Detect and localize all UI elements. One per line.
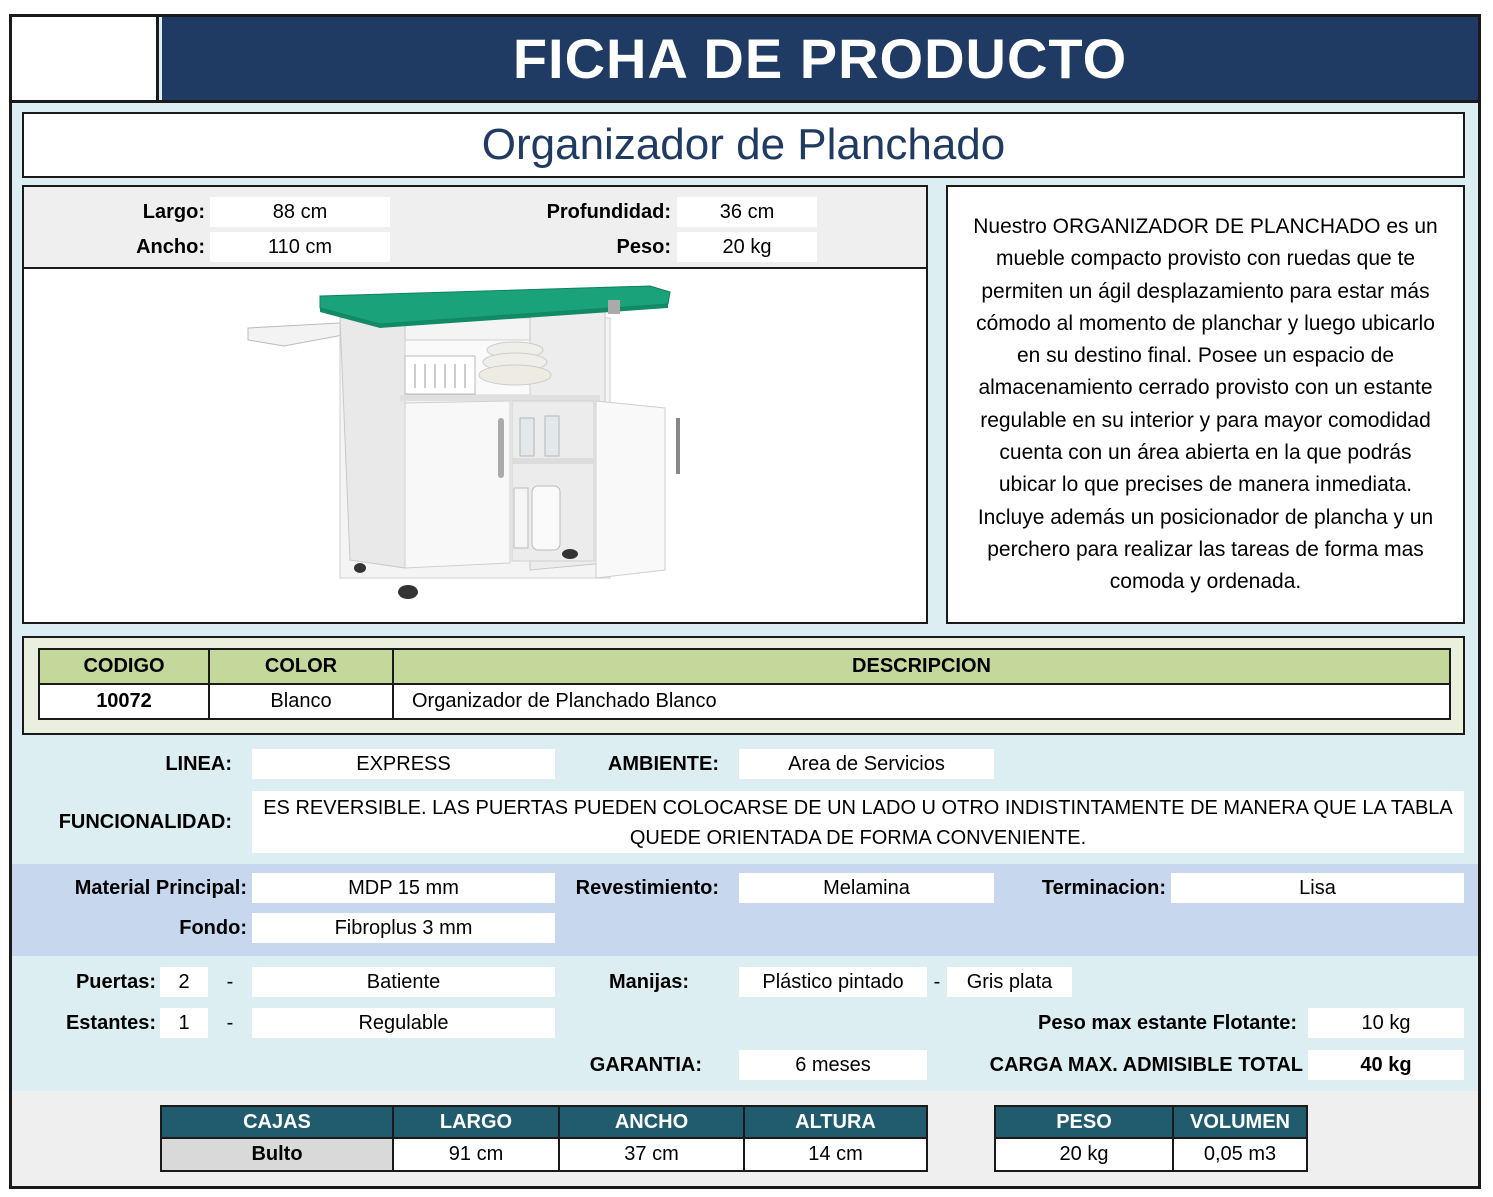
garantia-label: GARANTIA: (589, 1054, 702, 1076)
terminacion-value: Lisa (1171, 873, 1464, 903)
manijas-material: Plástico pintado (739, 967, 927, 997)
carga-label: CARGA MAX. ADMISIBLE TOTAL (989, 1054, 1303, 1076)
material-value: MDP 15 mm (252, 873, 555, 903)
divider (12, 100, 1478, 103)
estantes-type: Regulable (252, 1008, 555, 1038)
product-name: Organizador de Planchado (22, 112, 1465, 178)
estantes-qty: 1 (160, 1008, 208, 1038)
peso-label: Peso: (616, 236, 671, 258)
largo-header: LARGO (393, 1106, 559, 1138)
codigo-value: 10072 (39, 684, 209, 719)
ancho-label: Ancho: (136, 236, 205, 258)
ambiente-value: Area de Servicios (739, 749, 994, 779)
ambiente-label: AMBIENTE: (607, 753, 719, 775)
profundidad-value: 36 cm (677, 197, 817, 227)
puertas-label: Puertas: (75, 971, 156, 993)
volumen-header: VOLUMEN (1173, 1106, 1307, 1138)
descripcion-value: Organizador de Planchado Blanco (393, 684, 1450, 719)
altura-box-value: 14 cm (744, 1138, 927, 1171)
dash: - (933, 971, 941, 993)
peso-estante-label: Peso max estante Flotante: (1038, 1012, 1297, 1034)
product-description: Nuestro ORGANIZADOR DE PLANCHADO es un mueble compacto provisto con ruedas que te permiten un ágil desplazamiento para estar más cómodo al momento de planchar y luego ubicarlo en su destino final. Posee un espacio de almacenamiento cerrado provisto con un estante regulable en su interior y para mayor comodidad cuenta con un área abierta en la que podrás ubicar lo que precises de manera inmediata. Incluye además un posicionador de plancha y un perchero para realizar las tareas de forma mas comoda y ordenada. (946, 185, 1465, 624)
code-table (38, 648, 1451, 720)
fondo-value: Fibroplus 3 mm (252, 913, 555, 943)
cajas-value: Bulto (161, 1138, 393, 1171)
packaging-table (160, 1105, 928, 1172)
largo-label: Largo: (142, 201, 205, 223)
revestimiento-label: Revestimiento: (575, 877, 719, 899)
dash: - (226, 1012, 234, 1034)
largo-box-value: 91 cm (393, 1138, 559, 1171)
ancho-box-value: 37 cm (559, 1138, 744, 1171)
carga-value: 40 kg (1308, 1050, 1464, 1080)
peso-box-header: PESO (995, 1106, 1173, 1138)
manijas-label: Manijas: (608, 971, 689, 993)
puertas-qty: 2 (160, 967, 208, 997)
linea-label: LINEA: (165, 753, 232, 775)
peso-box-value: 20 kg (995, 1138, 1173, 1171)
color-value: Blanco (209, 684, 393, 719)
linea-value: EXPRESS (252, 749, 555, 779)
estantes-label: Estantes: (65, 1012, 156, 1034)
largo-value: 88 cm (210, 197, 390, 227)
color-header: COLOR (209, 649, 393, 684)
codigo-header: CODIGO (39, 649, 209, 684)
funcionalidad-value: ES REVERSIBLE. LAS PUERTAS PUEDEN COLOCARSE DE UN LADO U OTRO INDISTINTAMENTE DE MANERA QUE LA TABLA QUEDE ORIENTADA DE FORMA CONVENIENTE. (252, 791, 1464, 853)
manijas-color: Gris plata (947, 967, 1072, 997)
peso-value: 20 kg (677, 232, 817, 262)
terminacion-label: Terminacion: (1041, 877, 1166, 899)
garantia-value: 6 meses (739, 1050, 927, 1080)
ancho-value: 110 cm (210, 232, 390, 262)
fondo-label: Fondo: (179, 917, 247, 939)
page-title: FICHA DE PRODUCTO (162, 17, 1478, 100)
material-label: Material Principal: (74, 877, 247, 899)
weight-table (994, 1105, 1308, 1172)
peso-estante-value: 10 kg (1308, 1008, 1464, 1038)
logo-placeholder (12, 17, 159, 100)
profundidad-label: Profundidad: (546, 201, 671, 223)
dash: - (226, 971, 234, 993)
descripcion-header: DESCRIPCION (393, 649, 1450, 684)
puertas-type: Batiente (252, 967, 555, 997)
cajas-header: CAJAS (161, 1106, 393, 1138)
ancho-header: ANCHO (559, 1106, 744, 1138)
volumen-value: 0,05 m3 (1173, 1138, 1307, 1171)
funcionalidad-label: FUNCIONALIDAD: (58, 811, 232, 833)
product-image (240, 278, 680, 608)
altura-header: ALTURA (744, 1106, 927, 1138)
revestimiento-value: Melamina (739, 873, 994, 903)
